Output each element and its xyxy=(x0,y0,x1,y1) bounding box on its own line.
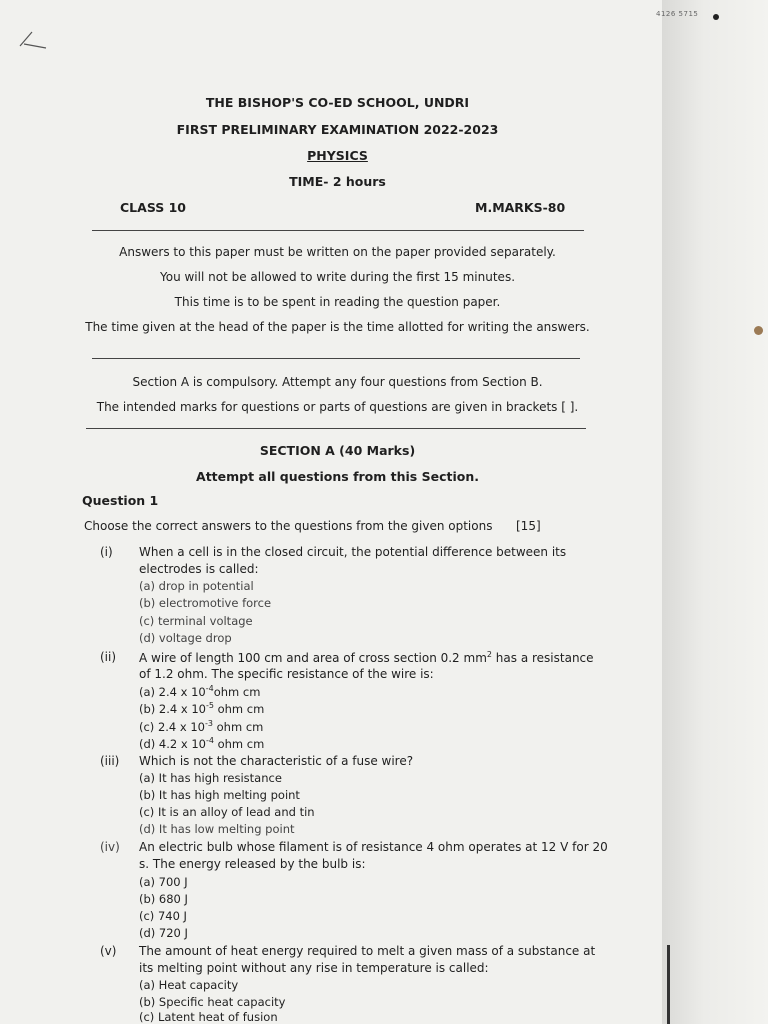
section-subtitle: Attempt all questions from this Section. xyxy=(196,469,479,484)
item-text: electrodes is called: xyxy=(139,562,259,576)
option xyxy=(139,701,264,716)
option: (d) 720 J xyxy=(139,926,188,940)
subject-title: PHYSICS xyxy=(307,148,368,163)
option: (b) electromotive force xyxy=(139,596,272,610)
option-base: (c) 2.4 x 10 xyxy=(139,719,205,734)
item-number: (v) xyxy=(100,944,117,958)
option: (c) Latent heat of fusion xyxy=(139,1010,278,1024)
item-text: s. The energy released by the bulb is: xyxy=(139,857,366,871)
divider xyxy=(92,358,580,359)
option-base: (a) 2.4 x 10 xyxy=(139,684,206,699)
scanned-page-edge xyxy=(662,0,768,1024)
superscript: 2 xyxy=(486,650,492,659)
divider xyxy=(86,428,586,429)
rule-line: Section A is compulsory. Attempt any four questions from Section B. xyxy=(132,375,543,389)
corner-stamp: 4126 5715 xyxy=(656,10,699,18)
exponent: -4 xyxy=(205,736,214,745)
instruction-line: You will not be allowed to write during the first 15 minutes. xyxy=(159,270,516,284)
item-text-part: A wire of length 100 cm and area of cross section 0.2 mm xyxy=(139,651,487,665)
option: (b) It has high melting point xyxy=(139,788,300,802)
exponent: -4 xyxy=(205,684,214,693)
max-marks: M.MARKS-80 xyxy=(475,200,566,215)
option xyxy=(139,719,263,734)
rule-line: The intended marks for questions or parts of questions are given in brackets [ ]. xyxy=(96,400,579,414)
option-unit: ohm cm xyxy=(213,736,265,751)
option: (a) 700 J xyxy=(139,875,188,889)
option: (a) drop in potential xyxy=(139,579,254,593)
section-title: SECTION A (40 Marks) xyxy=(259,443,416,458)
option: (c) It is an alloy of lead and tin xyxy=(139,805,315,819)
item-text: Which is not the characteristic of a fuse wire? xyxy=(139,754,414,768)
class-label: CLASS 10 xyxy=(120,200,187,215)
exponent: -3 xyxy=(205,719,213,728)
item-text: When a cell is in the closed circuit, the potential difference between its xyxy=(139,545,567,559)
option xyxy=(139,736,264,751)
option-unit: ohm cm xyxy=(213,684,261,699)
item-number: (iii) xyxy=(100,754,120,768)
item-text xyxy=(139,650,594,665)
exponent: -5 xyxy=(205,701,214,710)
instruction-line: This time is to be spent in reading the question paper. xyxy=(174,295,501,309)
page-edge-mark xyxy=(667,945,670,1024)
option: (b) 680 J xyxy=(139,892,188,906)
option xyxy=(139,684,260,699)
option-base: (d) 4.2 x 10 xyxy=(139,736,206,751)
option: (a) It has high resistance xyxy=(139,771,282,785)
option-base: (b) 2.4 x 10 xyxy=(139,701,206,716)
item-text: An electric bulb whose filament is of resistance 4 ohm operates at 12 V for 20 xyxy=(139,840,608,854)
instruction-line: The time given at the head of the paper is the time allotted for writing the answers. xyxy=(85,320,590,334)
option: (c) terminal voltage xyxy=(139,614,253,628)
option-unit: ohm cm xyxy=(212,719,264,734)
school-name: THE BISHOP'S CO-ED SCHOOL, UNDRI xyxy=(205,95,470,110)
option-unit: ohm cm xyxy=(213,701,265,716)
exam-time: TIME- 2 hours xyxy=(289,174,386,189)
question-label: Question 1 xyxy=(82,493,159,508)
question-prompt: Choose the correct answers to the questions from the given options xyxy=(84,519,493,533)
option: (a) Heat capacity xyxy=(139,978,239,992)
item-text: The amount of heat energy required to melt a given mass of a substance at xyxy=(139,944,596,958)
option: (d) voltage drop xyxy=(139,631,232,645)
exam-title: FIRST PRELIMINARY EXAMINATION 2022-2023 xyxy=(176,122,499,137)
ink-dot xyxy=(754,326,763,335)
item-text: its melting point without any rise in temperature is called: xyxy=(139,961,489,975)
option: (c) 740 J xyxy=(139,909,187,923)
item-number: (ii) xyxy=(100,650,117,664)
ink-dot xyxy=(713,14,719,20)
divider xyxy=(92,230,584,231)
item-text-part: has a resistance xyxy=(491,651,594,665)
instruction-line: Answers to this paper must be written on the paper provided separately. xyxy=(119,245,556,259)
item-number: (iv) xyxy=(100,840,120,854)
option: (b) Specific heat capacity xyxy=(139,995,286,1009)
item-number: (i) xyxy=(100,545,113,559)
item-text: of 1.2 ohm. The specific resistance of the wire is: xyxy=(139,667,434,681)
question-marks: [15] xyxy=(516,519,541,533)
pen-tick-mark xyxy=(18,30,48,50)
option: (d) It has low melting point xyxy=(139,822,295,836)
